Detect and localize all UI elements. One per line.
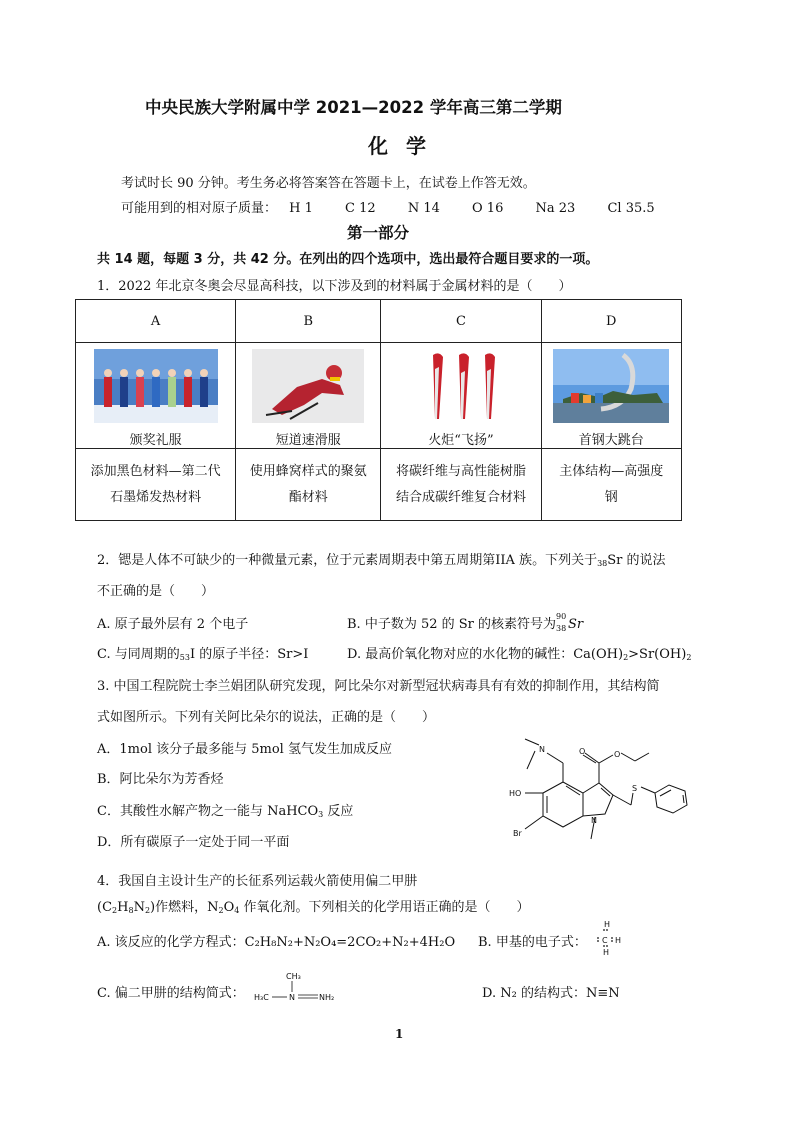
option-c-desc: [381, 449, 541, 521]
q2-stem-line2: 不正确的是（ ）: [97, 584, 215, 599]
option-b-desc-line1: 使用蜂窝样式的聚氨: [249, 463, 367, 479]
q2-option-d-sub2: 2: [686, 653, 692, 662]
option-b-desc-line2: 酯材料: [288, 489, 328, 505]
q3-option-c-tail: 反应: [323, 804, 354, 819]
option-b-letter: B: [236, 300, 381, 343]
option-c-caption: 火炬“飞扬”: [428, 433, 494, 448]
atomic-mass-n: N 14: [407, 201, 440, 216]
q4-stem-line1: 4．我国自主设计生产的长征系列运载火箭使用偏二甲肼: [97, 874, 418, 889]
arbidol-n-dimethylamino: N: [539, 745, 545, 754]
option-d-letter: D: [541, 300, 681, 343]
udmh-h3c: H₃C: [254, 993, 269, 1002]
q2-stem-line1: [97, 549, 666, 568]
q4-sub-a: 2: [112, 906, 118, 915]
q3-option-c: [97, 800, 353, 819]
q4-option-a: A. 该反应的化学方程式：C₂H₈N₂+N₂O₄=2CO₂+N₂+4H₂O: [97, 935, 456, 950]
atomic-mass-h: H 1: [289, 201, 313, 216]
option-d-desc-line1: 主体结构—高强度: [559, 463, 664, 479]
option-a-desc-line2: 石墨烯发热材料: [110, 489, 202, 505]
arbidol-br: Br: [513, 829, 522, 838]
q3-option-a: A．1mol 该分子最多能与 5mol 氢气发生加成反应: [97, 742, 392, 757]
q3-stem-line2: 式如图所示。下列有关阿比朵尔的说法，正确的是（ ）: [97, 710, 436, 725]
q2-atomic-number: 38: [556, 623, 567, 633]
q3-option-c-sub: 3: [318, 810, 324, 819]
q4-formula-h: H: [117, 900, 129, 915]
q3-option-c-text: C．其酸性水解产物之一能与 NaHCO: [97, 804, 319, 819]
atomic-mass-c: C 12: [345, 201, 376, 216]
q4-option-b: B. 甲基的电子式：: [478, 935, 587, 950]
q2-option-d: [347, 643, 691, 662]
q4-sub-f: 2: [218, 906, 224, 915]
methyl-h-right: H: [615, 936, 622, 945]
q2-nuclide-notation: [556, 611, 568, 633]
option-d-caption: 首钢大跳台: [578, 433, 644, 448]
option-b-desc: [236, 449, 381, 521]
atomic-mass-o: O 16: [472, 201, 504, 216]
q2-option-a: A. 原子最外层有 2 个电子: [97, 617, 249, 632]
q3-option-b: B．阿比朵尔为芳香烃: [97, 772, 224, 787]
arbidol-structure: [495, 735, 705, 865]
option-b-caption: 短道速滑服: [275, 433, 341, 448]
option-c-desc-line1: 将碳纤维与高性能树脂: [395, 463, 526, 479]
option-a-desc: [76, 449, 236, 521]
q4-sub-h: 4: [234, 906, 240, 915]
q4-stem-line2: [97, 896, 529, 915]
methyl-h-top: H: [604, 920, 611, 929]
q4-option-c: C. 偏二甲肼的结构简式：: [97, 986, 245, 1001]
q2-option-c: [97, 643, 308, 662]
methyl-c: C: [602, 936, 608, 945]
option-d-image-cell: [541, 343, 681, 449]
arbidol-ho: HO: [509, 789, 522, 798]
q1-options-table: [75, 299, 682, 521]
q2-symbol: Sr: [568, 617, 584, 632]
q1-stem: 1．2022 年北京冬奥会尽显高科技，以下涉及到的材料属于金属材料的是（ ）: [97, 279, 572, 294]
option-b-image-cell: [236, 343, 381, 449]
q4-formula-n: N: [133, 900, 145, 915]
arbidol-ester-o: O: [614, 750, 621, 759]
option-c-image-cell: [381, 343, 541, 449]
q2-option-c-text: C. 与同周期的: [97, 647, 180, 662]
section-title: 第一部分: [347, 224, 410, 242]
udmh-structure: [252, 968, 342, 1008]
arbidol-indole-n: N: [591, 816, 597, 825]
udmh-n: N: [289, 993, 295, 1002]
q4-formula-tail: )作燃料，N: [150, 900, 219, 915]
q2-option-d-mid: >Sr(OH): [628, 647, 687, 662]
q4-stem-end: 作氧化剂。下列相关的化学用语正确的是（ ）: [239, 900, 530, 915]
q2-mass-number: 90: [556, 611, 567, 621]
page-number: 1: [395, 1027, 404, 1041]
option-d-desc: [541, 449, 681, 521]
q4-option-d: D. N₂ 的结构式：N≡N: [482, 986, 620, 1001]
q4-formula-o: O: [223, 900, 235, 915]
atomic-mass-na: Na 23: [535, 201, 576, 216]
q2-option-b: [347, 613, 583, 632]
subject-title: 化学: [368, 134, 444, 158]
q2-option-d-sub1: 2: [623, 653, 629, 662]
q2-option-c-tail: I 的原子半径：Sr>I: [189, 647, 309, 662]
q4-formula-open: (C: [97, 900, 113, 915]
big-air-shougang-image: [553, 349, 669, 423]
atomic-mass-label: 可能用到的相对原子质量：: [121, 201, 278, 216]
q4-sub-e: 2: [144, 906, 151, 915]
methyl-h-bottom: H: [603, 948, 610, 957]
short-track-skater-image: [252, 349, 364, 423]
option-a-caption: 颁奖礼服: [129, 433, 182, 448]
q2-sr-atomic-number: 38: [597, 559, 608, 568]
q2-option-d-text: D. 最高价氧化物对应的水化物的碱性：Ca(OH): [347, 647, 624, 662]
option-a-desc-line1: 添加黑色材料—第二代: [90, 463, 221, 479]
arbidol-carbonyl-o: O: [579, 747, 586, 756]
q3-option-d: D．所有碳原子一定处于同一平面: [97, 835, 290, 850]
option-c-desc-line2: 结合成碳纤维复合材料: [395, 489, 526, 505]
option-d-desc-line2: 钢: [604, 489, 618, 505]
udmh-nh2: NH₂: [319, 993, 335, 1002]
option-c-letter: C: [381, 300, 541, 343]
arbidol-s: S: [632, 784, 638, 793]
option-a-image-cell: [76, 343, 236, 449]
option-a-letter: A: [76, 300, 236, 343]
q3-stem-line1: 3. 中国工程院院士李兰娟团队研究发现，阿比朵尔对新型冠状病毒具有有效的抑制作用，其结构简: [97, 679, 660, 694]
methyl-electron-formula: [595, 918, 635, 958]
udmh-ch3: CH₃: [286, 972, 301, 981]
atomic-mass-line: [121, 197, 655, 216]
award-costumes-image: [94, 349, 218, 423]
q4-sub-c: 8: [128, 906, 134, 915]
section-intro: 共 14 题，每题 3 分，共 42 分。在列出的四个选项中，选出最符合题目要求的一项。: [97, 252, 599, 267]
q2-iodine-atomic-number: 53: [179, 653, 190, 662]
atomic-mass-cl: Cl 35.5: [607, 201, 655, 216]
q2-stem-text: 2．锶是人体不可缺少的一种微量元素，位于元素周期表中第五周期第IIA 族。下列关于: [97, 553, 598, 568]
torch-image: [399, 349, 523, 423]
q2-option-b-text: B. 中子数为 52 的 Sr 的核素符号为: [347, 617, 557, 632]
exam-title: 中央民族大学附属中学 2021—2022 学年高三第二学期: [145, 98, 562, 117]
instruction-line: 考试时长 90 分钟。考生务必将答案答在答题卡上，在试卷上作答无效。: [121, 176, 536, 191]
q2-stem-tail: Sr 的说法: [607, 553, 666, 568]
